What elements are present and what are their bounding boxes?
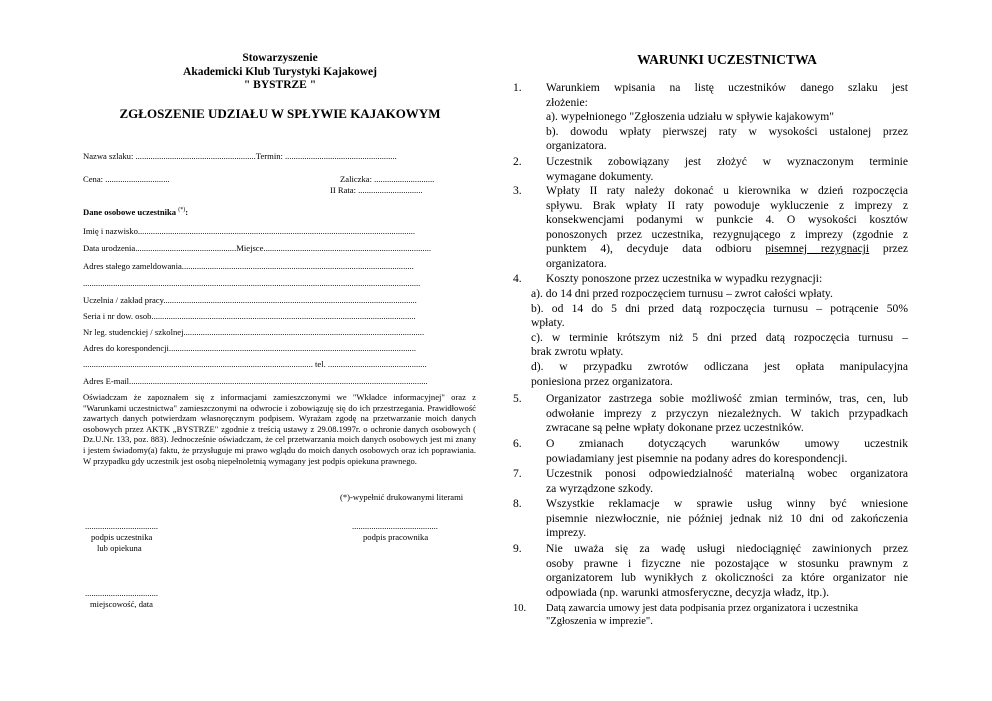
item-line: Wszystkie reklamacje w sprawie usług winny być wniesione (546, 497, 908, 510)
field-data-miejsce-urodzenia[interactable]: Data urodzenia...............................................Miejsce.............................................................................. (83, 243, 432, 253)
org-line: Akademicki Klub Turystyki Kajakowej (183, 65, 377, 78)
field-adres-korespondencji[interactable]: Adres do korespondencji................................................................................................................... (83, 343, 416, 353)
condition-item-6 (546, 437, 908, 466)
item-number: 2. (513, 155, 522, 168)
footnote-marker: (*) (178, 207, 186, 213)
place-date-label: miejscowość, data (90, 599, 154, 609)
condition-item-10 (546, 602, 908, 628)
item-number: 5. (513, 392, 522, 405)
item-line: spływu. Brak wpłaty II raty powoduje wykluczenie z imprezy z (546, 198, 908, 212)
org-line: " BYSTRZE " (243, 79, 317, 91)
item-line: Datą zawarcia umowy jest data podpisania przez organizatora i uczestnika (546, 603, 859, 614)
item-line: "Zgłoszenia w imprezie". (546, 616, 653, 627)
condition-item-5 (546, 392, 908, 436)
item-line: a). do 14 dni przed rozpoczęciem turnusu – zwrot całości wpłaty. (531, 287, 833, 300)
condition-item-7 (546, 467, 908, 496)
signature-line-participant[interactable]: .................................. (85, 521, 159, 531)
item-number: 10. (513, 603, 527, 614)
field-telefon[interactable]: ........................................................................................................... tel. .............................................. (83, 359, 427, 369)
field-adres-cd[interactable]: ............................................................................................................................................................. (83, 278, 421, 288)
item-line: imprezy. (546, 526, 587, 540)
item-line: ponoszonych przez uczestnika, rezygnującego z imprezy (zgodnie z (546, 227, 908, 241)
place-date-line[interactable]: .................................. (85, 588, 159, 598)
item-number: 4. (513, 272, 522, 285)
signature-line-employee[interactable]: ........................................ (352, 521, 438, 531)
field-dowod[interactable]: Seria i nr dow. osob........................................................................................................................... (83, 311, 416, 321)
declaration-text: Oświadczam że zapoznałem się z informacjami zamieszczonymi we "Wkładce informacyjnej" oraz z "Warunkami uczestnictwa" zamieszczonymi na odwrocie i zobowiązuję się do ich przestrzegania. Prawidłowość zawartych danych potwierdzam własnoręcznym podpisem. Wyrażam zgodę na przetwarzanie moich danych osobowych przez AKTK „BYSTRZE" zgodnie z treścią ustawy z 29.08.1997r. o ochronie danych osobowych ( Dz.U.Nr. 133, poz. 883). Jednocześnie oświadczam, że cel przetwarzania moich danych osobowych jest mi znany i jestem świadomy(a) faktu, że przysługuje mi prawo wglądu do moich danych osobowych oraz ich poprawiania. W przypadku gdy uczestnik jest osobą niepełnoletnią wymagany jest podpis opiekuna prawnego. (83, 392, 476, 466)
item-line: wpłaty. (531, 316, 565, 330)
item-number: 9. (513, 542, 522, 555)
item-line: Uczestnik ponosi odpowiedzialność materialną wobec organizatora (546, 467, 908, 480)
item-line: pisemnie niezwłocznie, nie później jednak niż 10 dni od zakończenia (546, 511, 908, 525)
item-number: 7. (513, 467, 522, 480)
item-line: poniesiona przez organizatora. (531, 374, 673, 388)
item-line: wymagane dokumenty. (546, 169, 654, 183)
item-line: a). wypełnionego "Zgłoszenia udziału w spływie kajakowym" (546, 110, 834, 124)
item-line: Nie uważa się za wadę usługi niedociągnięć zawinionych przez (546, 542, 908, 555)
item-line-underlined: punktem 4), decyduje data odbioru pisemnej rezygnacji przez (546, 242, 908, 256)
field-zaliczka[interactable]: Zaliczka: ............................ (340, 174, 435, 184)
condition-item-9 (546, 542, 908, 600)
item-line: c). w terminie krótszym niż 5 dni przed datą rozpoczęcia turnusu – (531, 330, 908, 344)
item-line: organizatorem lub wynikłych z okoliczności za które organizator nie (546, 571, 908, 585)
item-line: Uczestnik zobowiązany jest złożyć w wyznaczonym terminie (546, 155, 908, 168)
condition-item-4 (546, 272, 908, 287)
form-title: ZGŁOSZENIE UDZIAŁU W SPŁYWIE KAJAKOWYM (119, 106, 441, 121)
condition-item-3 (546, 184, 908, 272)
item-line: powiadamiany jest pisemnie na podany adres do korespondencji. (546, 451, 848, 465)
item-line: osoby prawne i fizyczne nie pozostające w stosunku prawnym z (546, 556, 908, 570)
item-line: brak zwrotu wpłaty. (531, 345, 624, 359)
item-line: organizatora. (546, 256, 607, 270)
signature-label-employee: podpis pracownika (363, 532, 429, 542)
heading-colon: : (185, 206, 189, 217)
item-line: odpowiada (np. warunki atmosferyczne, decyzja władz, itp.). (546, 585, 829, 599)
personal-data-label: Dane osobowe uczestnika (83, 206, 177, 217)
item-line: b). od 14 do 5 dni przed datą rozpoczęcia turnusu – potrącenie 50% (531, 301, 908, 315)
item-line: Organizator zastrzega sobie możliwość zmian terminów, tras, cen, lub (546, 392, 908, 405)
field-rata-2[interactable]: II Rata: .............................. (330, 185, 423, 195)
field-szlak-termin[interactable]: Nazwa szlaku: ........................................................Termin: .................................................... (83, 151, 397, 161)
signature-label-participant: podpis uczestnika (91, 532, 153, 542)
field-cena[interactable]: Cena: .............................. (83, 174, 170, 184)
conditions-title: WARUNKI UCZESTNICTWA (637, 52, 817, 67)
condition-item-4-sub (531, 287, 908, 389)
org-line: Stowarzyszenie (242, 52, 318, 64)
item-line: konsekwencjami podanymi w punkcie 4. O wysokości kosztów (546, 213, 908, 227)
item-number: 8. (513, 497, 522, 510)
field-uczelnia[interactable]: Uczelnia / zakład pracy...................................................................................................................... (83, 295, 417, 305)
item-number: 3. (513, 184, 522, 197)
item-number: 6. (513, 437, 522, 450)
item-line: odwołanie imprezy z przyczyn niezależnych. W takich przypadkach (546, 406, 908, 420)
condition-item-8 (546, 497, 908, 541)
item-line: Koszty ponoszone przez uczestnika w wypadku rezygnacji: (546, 272, 823, 285)
item-line: d). w przypadku zwrotów odliczana jest opłata manipulacyjna (531, 359, 908, 373)
item-line: złożenie: (546, 95, 588, 109)
field-email[interactable]: Adres E-mail........................................................................................................................................... (83, 376, 428, 386)
field-adres-zameldowania[interactable]: Adres stałego zameldowania............................................................................................................ (83, 261, 414, 271)
item-line: Wpłaty II raty należy dokonać u kierownika w dzień rozpoczęcia (546, 184, 908, 197)
condition-item-2 (546, 155, 908, 184)
item-line: zwracane są pełne wpłaty dokonane przez uczestników. (546, 421, 804, 435)
condition-item-1 (546, 81, 908, 154)
field-imie-nazwisko[interactable]: Imię i nazwisko................................................................................................................................. (83, 226, 416, 236)
organization-header (150, 52, 410, 93)
item-line: organizatora. (546, 139, 607, 153)
item-line: O zmianach dotyczących warunków umowy uczestnik (546, 437, 908, 450)
item-line: Warunkiem wpisania na listę uczestników danego szlaku jest (546, 81, 908, 94)
field-legitymacja[interactable]: Nr leg. studenckiej / szkolnej................................................................................................................ (83, 327, 425, 337)
personal-data-heading (83, 205, 188, 218)
footnote: (*)-wypełnić drukowanymi literami (340, 492, 464, 502)
signature-label-guardian: lub opiekuna (97, 543, 142, 553)
item-number: 1. (513, 81, 522, 94)
item-line: b). dowodu wpłaty pierwszej raty w wysokości ustalonej przez (546, 124, 908, 138)
item-line: za wyrządzone szkody. (546, 481, 654, 495)
